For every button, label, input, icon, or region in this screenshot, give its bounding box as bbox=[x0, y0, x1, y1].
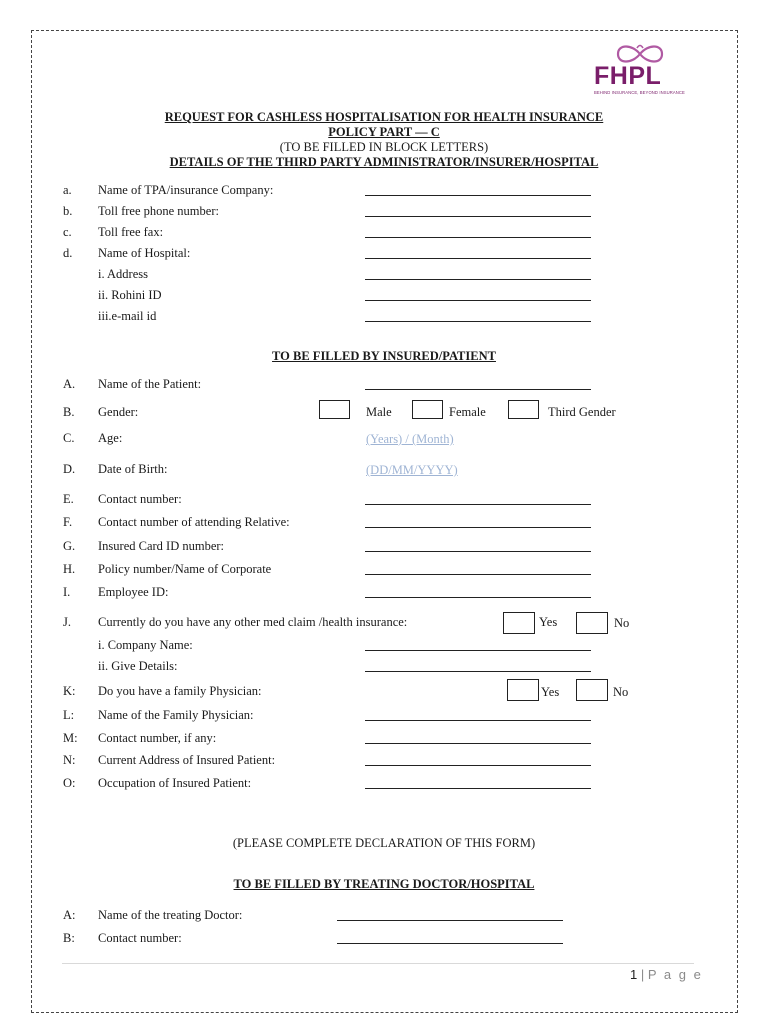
item-label: Name of the Patient: bbox=[98, 377, 202, 391]
item-label: Name of the Family Physician: bbox=[98, 708, 254, 722]
dob-hint-field[interactable]: (DD/MM/YYYY) bbox=[366, 463, 458, 477]
tpa-name-field[interactable] bbox=[365, 195, 591, 196]
policy-number-field[interactable] bbox=[365, 574, 591, 575]
block-letters-instruction: (TO BE FILLED IN BLOCK LETTERS) bbox=[279, 140, 489, 154]
other-insurance-no-checkbox[interactable] bbox=[576, 612, 608, 634]
item-key: H. bbox=[63, 562, 76, 576]
policy-part: POLICY PART — C bbox=[328, 125, 440, 139]
female-label: Female bbox=[449, 405, 486, 419]
item-key: D. bbox=[63, 462, 76, 476]
rohini-id-field[interactable] bbox=[365, 300, 591, 301]
item-label: Currently do you have any other med claim /health insurance: bbox=[98, 615, 408, 629]
item-label: Name of Hospital: bbox=[98, 246, 191, 260]
form-title: REQUEST FOR CASHLESS HOSPITALISATION FOR HEALTH INSURANCE bbox=[164, 110, 604, 124]
logo-brand: FHPL bbox=[594, 62, 662, 90]
patient-occupation-field[interactable] bbox=[365, 788, 591, 789]
item-key: N: bbox=[63, 753, 76, 767]
item-key: A. bbox=[63, 377, 76, 391]
item-label: Do you have a family Physician: bbox=[98, 684, 262, 698]
family-physician-name-field[interactable] bbox=[365, 720, 591, 721]
item-key: E. bbox=[63, 492, 74, 506]
item-key: c. bbox=[63, 225, 72, 239]
item-label: Contact number of attending Relative: bbox=[98, 515, 290, 529]
item-label: Contact number: bbox=[98, 931, 182, 945]
item-label: Name of TPA/insurance Company: bbox=[98, 183, 274, 197]
item-key: J. bbox=[63, 615, 71, 629]
employee-id-field[interactable] bbox=[365, 597, 591, 598]
item-key: G. bbox=[63, 539, 76, 553]
item-label: Toll free fax: bbox=[98, 225, 164, 239]
section3-title: TO BE FILLED BY TREATING DOCTOR/HOSPITAL bbox=[233, 877, 535, 891]
page-word: P a g e bbox=[647, 967, 703, 982]
item-label: Policy number/Name of Corporate bbox=[98, 562, 272, 576]
item-key: L: bbox=[63, 708, 75, 722]
item-label: Occupation of Insured Patient: bbox=[98, 776, 252, 790]
item-label: Contact number: bbox=[98, 492, 182, 506]
item-label: iii.e-mail id bbox=[98, 309, 157, 323]
third-gender-checkbox[interactable] bbox=[508, 400, 539, 419]
item-key: a. bbox=[63, 183, 72, 197]
toll-free-phone-field[interactable] bbox=[365, 216, 591, 217]
item-label: Date of Birth: bbox=[98, 462, 168, 476]
other-insurance-yes-checkbox[interactable] bbox=[503, 612, 535, 634]
item-label: Toll free phone number: bbox=[98, 204, 219, 218]
item-key: F. bbox=[63, 515, 73, 529]
page-number: 1 bbox=[630, 967, 638, 982]
section1-title: DETAILS OF THE THIRD PARTY ADMINISTRATOR/INSURER/HOSPITAL bbox=[169, 155, 599, 169]
item-key: B. bbox=[63, 405, 75, 419]
item-key: B: bbox=[63, 931, 75, 945]
item-label: Age: bbox=[98, 431, 123, 445]
no-label: No bbox=[613, 685, 629, 699]
insured-card-id-field[interactable] bbox=[365, 551, 591, 552]
item-key: d. bbox=[63, 246, 73, 260]
item-label: Contact number, if any: bbox=[98, 731, 217, 745]
patient-name-field[interactable] bbox=[365, 389, 591, 390]
patient-address-field[interactable] bbox=[365, 765, 591, 766]
item-key: M: bbox=[63, 731, 78, 745]
female-checkbox[interactable] bbox=[412, 400, 443, 419]
family-physician-yes-checkbox[interactable] bbox=[507, 679, 539, 701]
fhpl-logo bbox=[592, 42, 702, 98]
male-checkbox[interactable] bbox=[319, 400, 350, 419]
item-label: Current Address of Insured Patient: bbox=[98, 753, 276, 767]
declaration-note: (PLEASE COMPLETE DECLARATION OF THIS FORM) bbox=[232, 836, 536, 850]
family-physician-no-checkbox[interactable] bbox=[576, 679, 608, 701]
age-hint-field[interactable]: (Years) / (Month) bbox=[366, 432, 454, 446]
company-name-field[interactable] bbox=[365, 650, 591, 651]
item-key: b. bbox=[63, 204, 73, 218]
item-label: i. Company Name: bbox=[98, 638, 193, 652]
physician-contact-field[interactable] bbox=[365, 743, 591, 744]
male-label: Male bbox=[366, 405, 392, 419]
item-label: Insured Card ID number: bbox=[98, 539, 225, 553]
item-label: i. Address bbox=[98, 267, 148, 281]
item-label: Employee ID: bbox=[98, 585, 169, 599]
third-gender-label: Third Gender bbox=[548, 405, 616, 419]
item-key: O: bbox=[63, 776, 76, 790]
section2-title: TO BE FILLED BY INSURED/PATIENT bbox=[272, 349, 496, 363]
contact-number-field[interactable] bbox=[365, 504, 591, 505]
item-label: ii. Rohini ID bbox=[98, 288, 162, 302]
give-details-field[interactable] bbox=[365, 671, 591, 672]
toll-free-fax-field[interactable] bbox=[365, 237, 591, 238]
yes-label: Yes bbox=[539, 615, 558, 629]
item-key: C. bbox=[63, 431, 75, 445]
item-label: Gender: bbox=[98, 405, 139, 419]
footer-rule bbox=[62, 963, 694, 964]
item-label: ii. Give Details: bbox=[98, 659, 178, 673]
item-key: K: bbox=[63, 684, 76, 698]
no-label: No bbox=[614, 616, 630, 630]
item-key: I. bbox=[63, 585, 71, 599]
hospital-name-field[interactable] bbox=[365, 258, 591, 259]
hospital-email-field[interactable] bbox=[365, 321, 591, 322]
treating-doctor-name-field[interactable] bbox=[337, 920, 563, 921]
logo-tagline: BEHIND INSURANCE, BEYOND INSURANCE bbox=[594, 90, 685, 95]
yes-label: Yes bbox=[541, 685, 560, 699]
page-footer: 1 | P a g e bbox=[630, 967, 703, 982]
doctor-contact-field[interactable] bbox=[337, 943, 563, 944]
item-key: A: bbox=[63, 908, 76, 922]
hospital-address-field[interactable] bbox=[365, 279, 591, 280]
relative-contact-field[interactable] bbox=[365, 527, 591, 528]
item-label: Name of the treating Doctor: bbox=[98, 908, 243, 922]
